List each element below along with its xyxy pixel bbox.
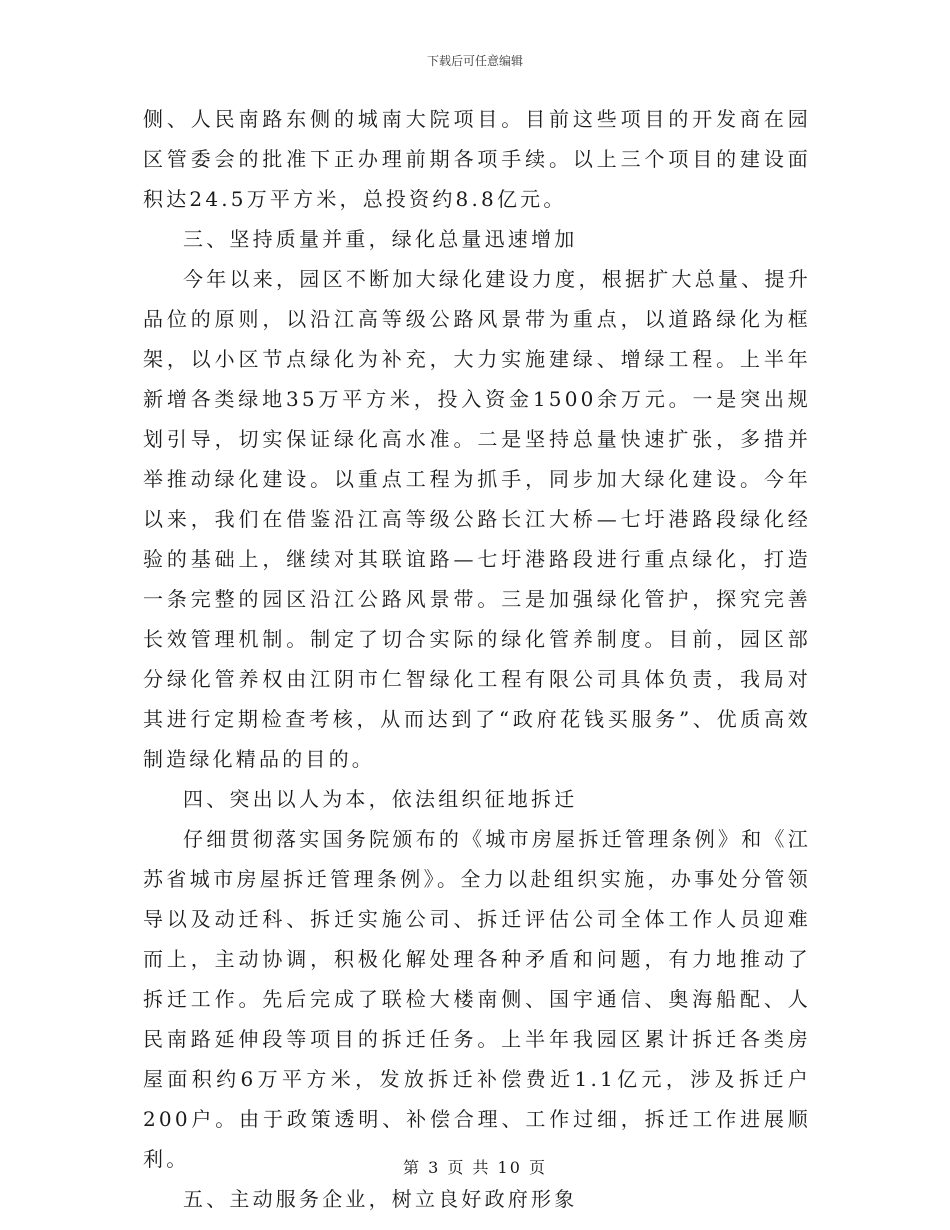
section-heading: 五、主动服务企业，树立良好政府形象 xyxy=(183,1187,578,1211)
section-heading: 四、突出以人为本，依法组织征地拆迁 xyxy=(183,787,578,811)
section-heading: 三、坚持质量并重，绿化总量迅速增加 xyxy=(183,227,578,251)
page-header: 下载后可任意编辑 xyxy=(426,54,523,68)
document-body xyxy=(143,99,811,1219)
page-footer: 第 3 页 共 10 页 xyxy=(403,1158,547,1177)
paragraph: 侧、人民南路东侧的城南大院项目。目前这些项目的开发商在园区管委会的批准下正办理前期各项手续。以上三个项目的建设面积达24.5万平方米，总投资约8.8亿元。 xyxy=(143,107,811,211)
paragraph: 仔细贯彻落实国务院颁布的《城市房屋拆迁管理条例》和《江苏省城市房屋拆迁管理条例》。全力以赴组织实施，办事处分管领导以及动迁科、拆迁实施公司、拆迁评估公司全体工作人员迎难而上，主动协调，积极化解处理各种矛盾和问题，有力地推动了拆迁工作。先后完成了联检大楼南侧、国宇通信、奥海船配、人民南路延伸段等项目的拆迁任务。上半年我园区累计拆迁各类房屋面积约6万平方米，发放拆迁补偿费近1.1亿元，涉及拆迁户200户。由于政策透明、补偿合理、工作过细，拆迁工作进展顺利。 xyxy=(143,827,811,1171)
paragraph: 今年以来，园区不断加大绿化建设力度，根据扩大总量、提升品位的原则，以沿江高等级公路风景带为重点，以道路绿化为框架，以小区节点绿化为补充，大力实施建绿、增绿工程。上半年新增各类绿地35万平方米，投入资金1500余万元。一是突出规划引导，切实保证绿化高水准。二是坚持总量快速扩张，多措并举推动绿化建设。以重点工程为抓手，同步加大绿化建设。今年以来，我们在借鉴沿江高等级公路长江大桥—七圩港路段绿化经验的基础上，继续对其联谊路—七圩港路段进行重点绿化，打造一条完整的园区沿江公路风景带。三是加强绿化管护，探究完善长效管理机制。制定了切合实际的绿化管养制度。目前，园区部分绿化管养权由江阴市仁智绿化工程有限公司具体负责，我局对其进行定期检查考核，从而达到了“政府花钱买服务”、优质高效制造绿化精品的目的。 xyxy=(143,267,811,771)
